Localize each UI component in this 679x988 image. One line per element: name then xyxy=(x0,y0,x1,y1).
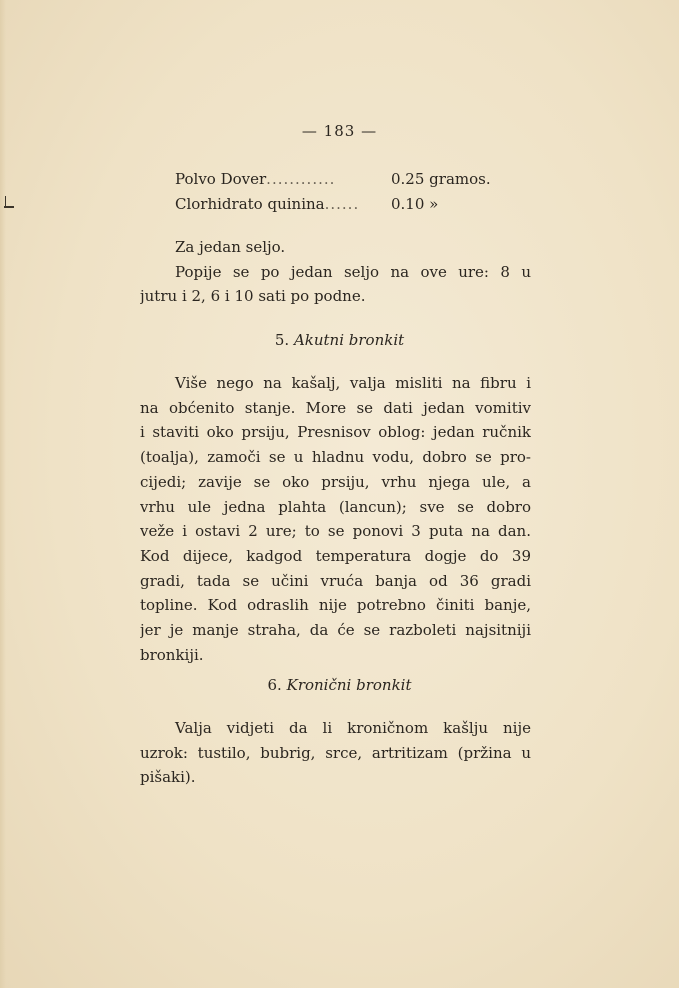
prescription-line xyxy=(175,195,439,213)
margin-mark xyxy=(5,196,6,208)
text-line: uzrok: tustilo, bubrig, srce, artritizam (pržina u xyxy=(140,743,531,762)
section-title: Akutni bronkit xyxy=(293,331,405,349)
text-line: Kod dijece, kadgod temperatura dogje do 39 xyxy=(140,546,531,565)
section-number: 5. xyxy=(274,331,290,349)
text-line: jer je manje straha, da će se razboleti najsitniji xyxy=(140,621,531,640)
dosage-paragraph xyxy=(140,235,531,309)
ingredient-name: Clorhidrato quinina xyxy=(175,195,325,213)
section-body xyxy=(140,716,531,790)
text-line: jutru i 2, 6 i 10 sati po podne. xyxy=(140,287,366,306)
text-line: Za jedan seljo. xyxy=(175,238,286,256)
page-number: — 183 — xyxy=(301,122,378,140)
section-number: 6. xyxy=(267,676,282,694)
text-line: bronkiji. xyxy=(140,645,204,664)
text-line: na obćenito stanje. More se dati jedan vomitiv xyxy=(140,398,531,417)
leader-dots: ............ xyxy=(266,170,336,188)
text-line: Više nego na kašalj, valja misliti na fibru i xyxy=(175,374,531,392)
page-edge-shadow xyxy=(0,0,6,988)
text-line: vrhu ule jedna plahta (lancun); sve se dobro xyxy=(140,497,531,516)
text-line: veže i ostavi 2 ure; to se ponovi 3 puta na dan. xyxy=(140,522,531,541)
text-line: cijedi; zavije se oko prsiju, vrhu njega ule, a xyxy=(140,472,531,491)
text-line: i staviti oko prsiju, Presnisov oblog: jedan ručnik xyxy=(140,423,531,442)
text-line: Valja vidjeti da li kroničnom kašlju nije xyxy=(175,719,531,737)
text-line: gradi, tada se učini vruća banja od 36 gradi xyxy=(140,571,531,590)
section-heading xyxy=(0,331,679,349)
prescription-line xyxy=(175,170,491,188)
section-title: Kronični bronkit xyxy=(286,676,412,694)
ingredient-name: Polvo Dover xyxy=(175,170,267,188)
text-line: topline. Kod odraslih nije potrebno činiti banje, xyxy=(140,596,531,615)
section-heading xyxy=(0,676,679,694)
ingredient-amount: 0.25 gramos. xyxy=(391,170,491,188)
section-body xyxy=(140,371,531,667)
text-line: pišaki). xyxy=(140,768,196,787)
leader-dots: ...... xyxy=(324,195,360,213)
text-line: Popije se po jedan seljo na ove ure: 8 u xyxy=(175,262,531,281)
ingredient-amount: 0.10 » xyxy=(391,195,439,213)
text-line: (toalja), zamoči se u hladnu vodu, dobro se pro- xyxy=(140,448,531,467)
